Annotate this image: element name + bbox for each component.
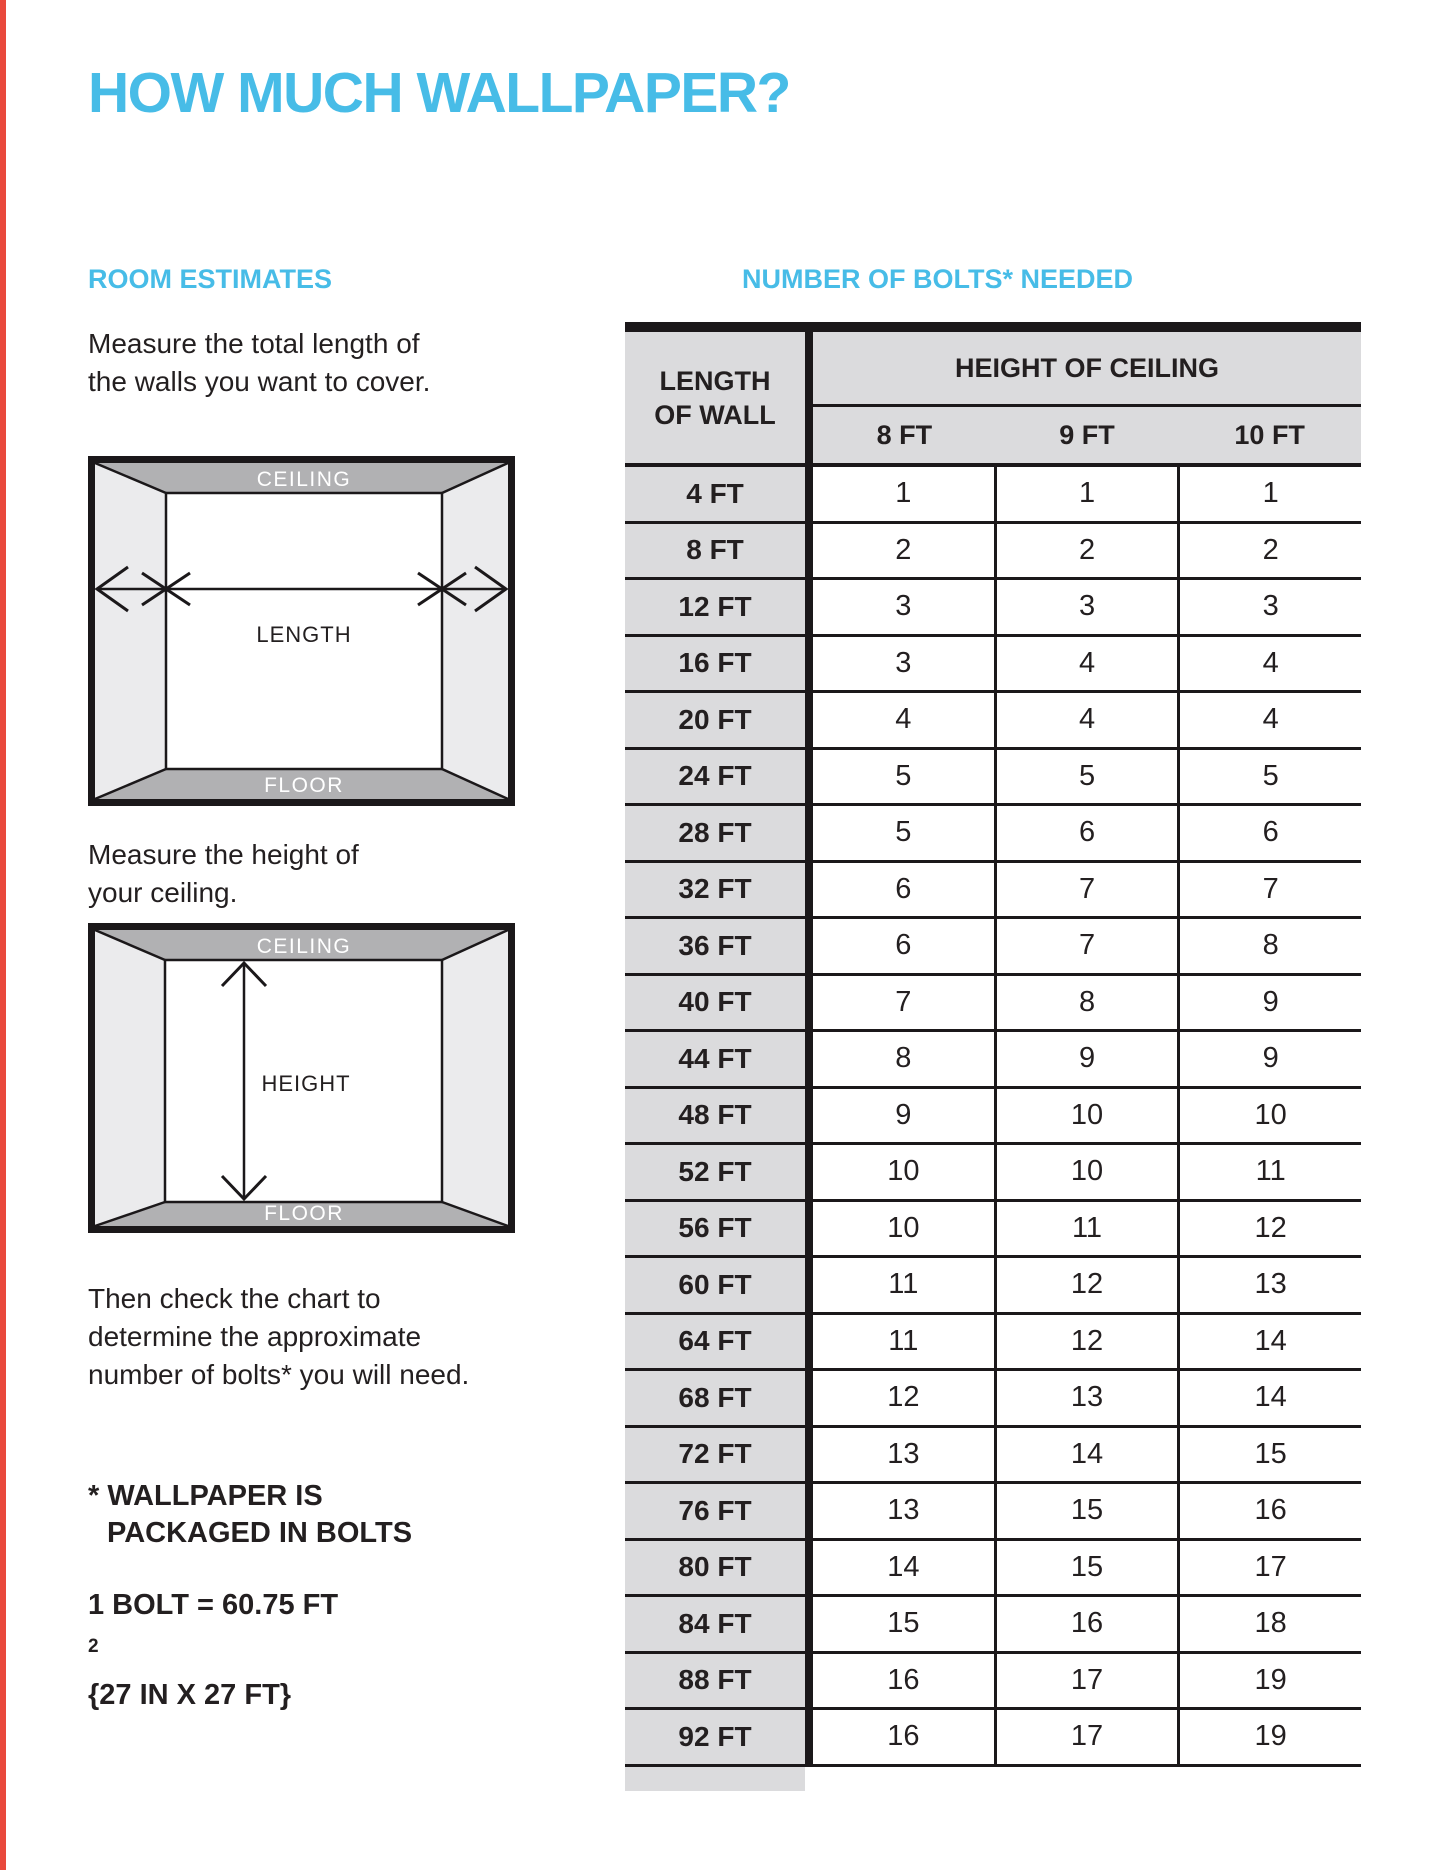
bolts-value-cell: 8 [813,1032,994,1086]
bolts-value-cell: 3 [994,580,1178,634]
wall-length-label: 32 FT [625,863,805,917]
bolts-value-cell: 14 [1177,1315,1361,1369]
step2-line1: Measure the height of [88,839,359,870]
bolts-value-cell: 11 [813,1258,994,1312]
bolts-value-cell: 7 [994,863,1178,917]
bolts-value-cell: 3 [813,580,994,634]
row-group-header [625,332,805,463]
bolts-value-cell: 10 [813,1145,994,1199]
bolts-value-cell: 9 [813,1089,994,1143]
bolts-table-heading: NUMBER OF BOLTS* NEEDED [742,264,1134,294]
bolts-value-cell: 12 [1177,1202,1361,1256]
table-rows [625,467,1361,1767]
diagram-room-length [88,456,515,811]
bolts-value-cell: 4 [994,693,1178,747]
bolt-equation: 1 BOLT = 60.75 FT $^2$ [88,1589,339,1657]
table-vertical-divider [805,1258,813,1312]
table-row [625,1315,1361,1372]
height-label: HEIGHT [261,1071,351,1096]
table-row [625,919,1361,976]
bolts-value-cell: 15 [813,1597,994,1651]
bolts-value-cell: 15 [994,1484,1178,1538]
bolts-value-cell: 3 [813,637,994,691]
bolts-value-cell: 1 [813,467,994,521]
wall-length-label: 4 FT [625,467,805,521]
wall-length-label: 72 FT [625,1428,805,1482]
step1-line2: the walls you want to cover. [88,366,431,397]
bolts-value-cell: 5 [1177,750,1361,804]
bolts-value-cell: 6 [994,806,1178,860]
table-row [625,976,1361,1033]
diagram-room-height [88,923,515,1238]
table-row [625,1032,1361,1089]
wall-length-label: 48 FT [625,1089,805,1143]
step2-line2: your ceiling. [88,877,238,908]
table-bottom-strip [625,1767,805,1791]
bolts-value-cell: 14 [994,1428,1178,1482]
bolts-value-cell: 13 [813,1428,994,1482]
bolts-value-cell: 10 [813,1202,994,1256]
floor-label: FLOOR [264,774,344,797]
wall-length-label: 76 FT [625,1484,805,1538]
bolts-value-cell: 4 [994,637,1178,691]
table-row [625,1654,1361,1711]
bolts-value-cell: 2 [994,524,1178,578]
wall-length-label: 16 FT [625,637,805,691]
bolts-value-cell: 7 [1177,863,1361,917]
bolts-value-cell: 16 [813,1710,994,1764]
page-edge-stripe [0,0,6,1870]
bolts-value-cell: 17 [994,1654,1178,1708]
bolts-value-cell: 2 [1177,524,1361,578]
table-vertical-divider [805,524,813,578]
table-row [625,1371,1361,1428]
wall-length-label: 88 FT [625,1654,805,1708]
table-top-bar [625,322,1361,332]
step2-instruction [88,836,359,912]
row-group-header-line1: LENGTH [659,365,771,396]
bolts-value-cell: 15 [994,1541,1178,1595]
table-vertical-divider [805,1089,813,1143]
bolts-value-cell: 5 [813,750,994,804]
wall-length-label: 44 FT [625,1032,805,1086]
wall-length-label: 92 FT [625,1710,805,1764]
column-group-header: HEIGHT OF CEILING [813,332,1361,407]
bolts-value-cell: 5 [813,806,994,860]
table-row [625,1541,1361,1598]
table-subheader [813,407,1361,463]
bolts-value-cell: 11 [1177,1145,1361,1199]
length-label: LENGTH [256,622,352,647]
bolts-value-cell: 6 [813,863,994,917]
step3-line3: number of bolts* you will need. [88,1359,470,1390]
wall-length-label: 68 FT [625,1371,805,1425]
bolts-needed-table [625,322,1361,1791]
bolts-value-cell: 1 [1177,467,1361,521]
table-row [625,637,1361,694]
bolts-value-cell: 4 [1177,637,1361,691]
table-row [625,580,1361,637]
bolts-value-cell: 13 [1177,1258,1361,1312]
ceiling-label: CEILING [256,935,352,958]
table-vertical-divider [805,467,813,521]
bolts-value-cell: 14 [1177,1371,1361,1425]
table-row [625,467,1361,524]
table-row [625,1484,1361,1541]
wall-length-label: 64 FT [625,1315,805,1369]
floor-label: FLOOR [264,1202,344,1225]
bolts-value-cell: 2 [813,524,994,578]
bolts-footnote [88,1478,412,1552]
step1-instruction [88,325,430,401]
bolts-value-cell: 1 [994,467,1178,521]
wall-length-label: 80 FT [625,1541,805,1595]
table-vertical-divider [805,1145,813,1199]
column-header: 10 FT [1234,419,1305,450]
bolts-value-cell: 19 [1177,1710,1361,1764]
page-title: HOW MUCH WALLPAPER? [88,61,790,125]
bolts-value-cell: 17 [1177,1541,1361,1595]
bolts-value-cell: 6 [813,919,994,973]
ceiling-label: CEILING [256,468,352,491]
footnote-line1: * WALLPAPER IS [88,1480,323,1512]
wall-length-label: 52 FT [625,1145,805,1199]
table-vertical-divider [805,1428,813,1482]
table-row [625,1089,1361,1146]
footnote-line2: PACKAGED IN BOLTS [107,1517,413,1549]
column-header: 8 FT [876,419,933,450]
bolts-value-cell: 19 [1177,1654,1361,1708]
table-row [625,1428,1361,1485]
table-vertical-divider [805,1371,813,1425]
bolts-value-cell: 13 [994,1371,1178,1425]
bolts-value-cell: 10 [994,1089,1178,1143]
step3-instruction [88,1280,469,1394]
bolts-value-cell: 5 [994,750,1178,804]
bolts-value-cell: 9 [994,1032,1178,1086]
step1-line1: Measure the total length of [88,328,420,359]
bolts-value-cell: 12 [813,1371,994,1425]
wall-length-label: 24 FT [625,750,805,804]
step3-line2: determine the approximate [88,1321,422,1352]
table-row [625,750,1361,807]
bolts-value-cell: 15 [1177,1428,1361,1482]
table-vertical-divider [805,1032,813,1086]
wall-length-label: 84 FT [625,1597,805,1651]
bolt-equation-exponent: 2 [88,1636,99,1657]
bolts-value-cell: 12 [994,1315,1178,1369]
wall-length-label: 12 FT [625,580,805,634]
bolts-value-cell: 10 [994,1145,1178,1199]
table-vertical-divider [805,806,813,860]
table-vertical-divider [805,1654,813,1708]
bolts-value-cell: 6 [1177,806,1361,860]
table-vertical-divider [805,1202,813,1256]
wall-length-label: 60 FT [625,1258,805,1312]
bolt-dimensions: {27 IN X 27 FT} [88,1678,292,1711]
bolts-value-cell: 16 [1177,1484,1361,1538]
step3-line1: Then check the chart to [88,1283,381,1314]
wall-length-label: 56 FT [625,1202,805,1256]
table-row [625,1258,1361,1315]
table-row [625,863,1361,920]
table-vertical-divider [805,332,813,463]
bolts-value-cell: 7 [994,919,1178,973]
bolts-value-cell: 18 [1177,1597,1361,1651]
table-vertical-divider [805,863,813,917]
column-header: 9 FT [1059,419,1115,450]
table-vertical-divider [805,637,813,691]
bolt-size-info [88,1585,338,1716]
table-vertical-divider [805,919,813,973]
bolts-value-cell: 13 [813,1484,994,1538]
table-vertical-divider [805,1315,813,1369]
room-estimates-heading: ROOM ESTIMATES [88,264,333,294]
table-vertical-divider [805,1710,813,1764]
table-vertical-divider [805,580,813,634]
table-row [625,1202,1361,1259]
table-vertical-divider [805,1541,813,1595]
table-row [625,693,1361,750]
table-row [625,1597,1361,1654]
bolts-value-cell: 4 [813,693,994,747]
wall-length-label: 20 FT [625,693,805,747]
bolts-value-cell: 12 [994,1258,1178,1312]
bolts-value-cell: 16 [813,1654,994,1708]
bolts-value-cell: 4 [1177,693,1361,747]
bolts-value-cell: 8 [1177,919,1361,973]
bolts-value-cell: 3 [1177,580,1361,634]
bolts-value-cell: 16 [994,1597,1178,1651]
table-row [625,524,1361,581]
table-row [625,1710,1361,1767]
bolts-value-cell: 8 [994,976,1178,1030]
table-vertical-divider [805,1484,813,1538]
bolts-value-cell: 9 [1177,1032,1361,1086]
bolts-value-cell: 11 [994,1202,1178,1256]
wall-length-label: 28 FT [625,806,805,860]
bolts-value-cell: 17 [994,1710,1178,1764]
bolts-value-cell: 10 [1177,1089,1361,1143]
wall-length-label: 36 FT [625,919,805,973]
wall-length-label: 8 FT [625,524,805,578]
table-vertical-divider [805,693,813,747]
bolts-value-cell: 7 [813,976,994,1030]
table-vertical-divider [805,750,813,804]
bolts-value-cell: 9 [1177,976,1361,1030]
table-vertical-divider [805,976,813,1030]
wall-length-label: 40 FT [625,976,805,1030]
bolts-value-cell: 11 [813,1315,994,1369]
row-group-header-line2: OF WALL [654,399,776,430]
table-row [625,806,1361,863]
bolts-value-cell: 14 [813,1541,994,1595]
table-vertical-divider [805,1597,813,1651]
table-row [625,1145,1361,1202]
table-header [625,332,1361,467]
